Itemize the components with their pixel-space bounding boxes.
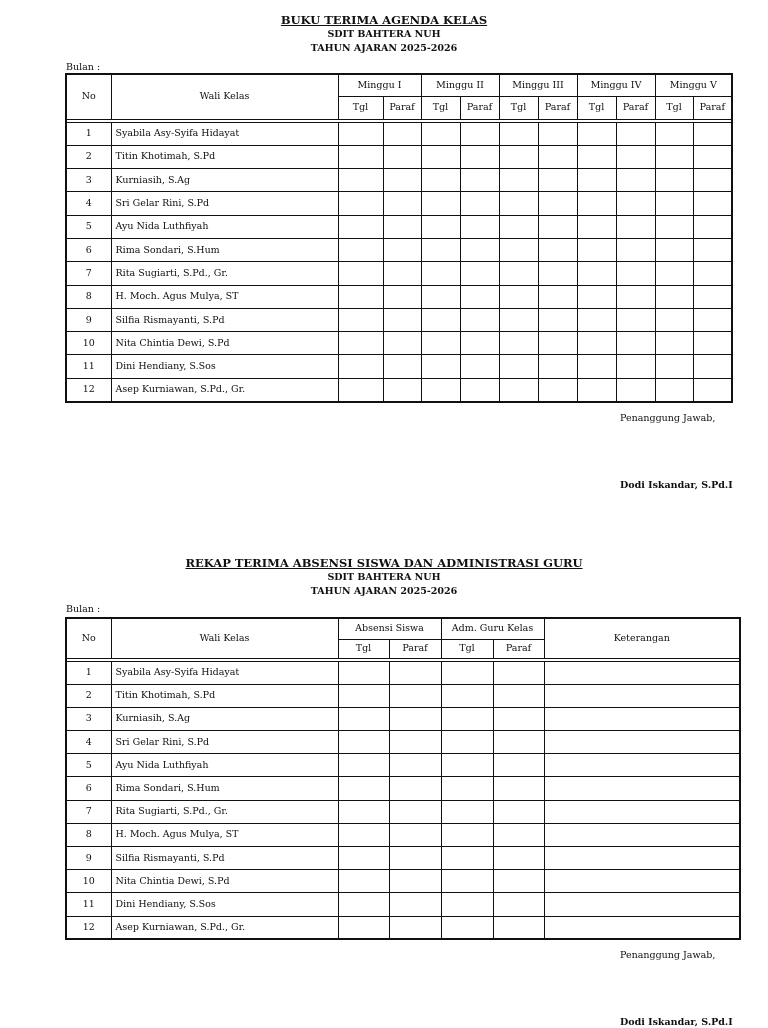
- empty-fill-cell[interactable]: [383, 308, 421, 331]
- empty-fill-cell[interactable]: [421, 215, 460, 238]
- table-row: [66, 308, 732, 331]
- table-row: [66, 332, 732, 355]
- wali-kelas-name: H. Moch. Agus Mulya, ST: [111, 285, 338, 308]
- wali-kelas-name: Kurniasih, S.Ag: [111, 707, 338, 730]
- empty-fill-cell[interactable]: [655, 332, 693, 355]
- empty-fill-cell[interactable]: [693, 332, 732, 355]
- empty-fill-cell[interactable]: [338, 215, 383, 238]
- wali-kelas-name: Syabila Asy-Syifa Hidayat: [111, 661, 338, 684]
- empty-fill-cell[interactable]: [499, 378, 538, 401]
- empty-fill-cell[interactable]: [421, 192, 460, 215]
- empty-fill-cell[interactable]: [577, 308, 616, 331]
- empty-fill-cell[interactable]: [655, 169, 693, 192]
- empty-fill-cell[interactable]: [493, 684, 544, 707]
- agenda-responsible-label: Penanggung Jawab,: [620, 413, 716, 424]
- empty-fill-cell[interactable]: [441, 870, 493, 893]
- empty-fill-cell[interactable]: [383, 355, 421, 378]
- empty-fill-cell[interactable]: [460, 332, 499, 355]
- table-row: [66, 684, 740, 707]
- agenda-bulan-label: Bulan :: [66, 62, 101, 73]
- empty-fill-cell[interactable]: [421, 355, 460, 378]
- empty-fill-cell[interactable]: [544, 731, 740, 754]
- empty-fill-cell[interactable]: [499, 169, 538, 192]
- empty-fill-cell[interactable]: [421, 145, 460, 168]
- header-paraf: Paraf: [693, 96, 732, 119]
- empty-fill-cell[interactable]: [538, 145, 577, 168]
- header-week-4: Minggu IV: [577, 74, 655, 96]
- empty-fill-cell[interactable]: [499, 215, 538, 238]
- empty-fill-cell[interactable]: [693, 238, 732, 261]
- row-number: 5: [66, 215, 111, 238]
- empty-fill-cell[interactable]: [338, 731, 389, 754]
- empty-fill-cell[interactable]: [693, 285, 732, 308]
- empty-fill-cell[interactable]: [544, 754, 740, 777]
- agenda-signer-name: Dodi Iskandar, S.Pd.I: [620, 480, 733, 491]
- empty-fill-cell[interactable]: [544, 800, 740, 823]
- empty-fill-cell[interactable]: [499, 308, 538, 331]
- table-row: [66, 215, 732, 238]
- table-row: [66, 870, 740, 893]
- wali-kelas-name: Titin Khotimah, S.Pd: [111, 145, 338, 168]
- empty-fill-cell[interactable]: [544, 847, 740, 870]
- empty-fill-cell[interactable]: [389, 754, 441, 777]
- row-number: 7: [66, 262, 111, 285]
- rekap-title: REKAP TERIMA ABSENSI SISWA DAN ADMINISTRASI GURU: [185, 556, 583, 570]
- empty-fill-cell[interactable]: [383, 145, 421, 168]
- empty-fill-cell[interactable]: [499, 262, 538, 285]
- table-row: [66, 355, 732, 378]
- empty-fill-cell[interactable]: [338, 684, 389, 707]
- empty-fill-cell[interactable]: [544, 893, 740, 916]
- empty-fill-cell[interactable]: [616, 285, 655, 308]
- rekap-signer-name: Dodi Iskandar, S.Pd.I: [620, 1017, 733, 1028]
- row-number: 1: [66, 122, 111, 145]
- empty-fill-cell[interactable]: [493, 847, 544, 870]
- empty-fill-cell[interactable]: [538, 122, 577, 145]
- header-paraf: Paraf: [383, 96, 421, 119]
- empty-fill-cell[interactable]: [577, 378, 616, 401]
- table-row: [66, 823, 740, 846]
- empty-fill-cell[interactable]: [655, 262, 693, 285]
- empty-fill-cell[interactable]: [616, 355, 655, 378]
- row-number: 4: [66, 731, 111, 754]
- header-tgl: Tgl: [338, 96, 383, 119]
- empty-fill-cell[interactable]: [460, 238, 499, 261]
- empty-fill-cell[interactable]: [538, 215, 577, 238]
- empty-fill-cell[interactable]: [421, 378, 460, 401]
- empty-fill-cell[interactable]: [389, 684, 441, 707]
- empty-fill-cell[interactable]: [544, 684, 740, 707]
- header-week-1: Minggu I: [338, 74, 421, 96]
- empty-fill-cell[interactable]: [338, 262, 383, 285]
- header-no: No: [66, 74, 111, 119]
- wali-kelas-name: Titin Khotimah, S.Pd: [111, 684, 338, 707]
- header-paraf: Paraf: [493, 639, 544, 658]
- empty-fill-cell[interactable]: [389, 916, 441, 939]
- wali-kelas-name: Rima Sondari, S.Hum: [111, 777, 338, 800]
- empty-fill-cell[interactable]: [383, 169, 421, 192]
- table-row: [66, 707, 740, 730]
- header-paraf: Paraf: [616, 96, 655, 119]
- empty-fill-cell[interactable]: [499, 145, 538, 168]
- empty-fill-cell[interactable]: [338, 285, 383, 308]
- wali-kelas-name: Sri Gelar Rini, S.Pd: [111, 192, 338, 215]
- rekap-bulan-label: Bulan :: [66, 604, 101, 615]
- agenda-table-body: [66, 119, 732, 402]
- empty-fill-cell[interactable]: [383, 215, 421, 238]
- row-number: 5: [66, 754, 111, 777]
- empty-fill-cell[interactable]: [538, 169, 577, 192]
- empty-fill-cell[interactable]: [421, 285, 460, 308]
- wali-kelas-name: Silfia Rismayanti, S.Pd: [111, 847, 338, 870]
- row-number: 6: [66, 238, 111, 261]
- row-number: 12: [66, 916, 111, 939]
- empty-fill-cell[interactable]: [441, 823, 493, 846]
- empty-fill-cell[interactable]: [338, 308, 383, 331]
- empty-fill-cell[interactable]: [538, 332, 577, 355]
- empty-fill-cell[interactable]: [655, 145, 693, 168]
- row-number: 12: [66, 378, 111, 401]
- empty-fill-cell[interactable]: [693, 145, 732, 168]
- row-number: 2: [66, 684, 111, 707]
- wali-kelas-name: Rima Sondari, S.Hum: [111, 238, 338, 261]
- empty-fill-cell[interactable]: [338, 145, 383, 168]
- empty-fill-cell[interactable]: [338, 169, 383, 192]
- wali-kelas-name: Ayu Nida Luthfiyah: [111, 215, 338, 238]
- empty-fill-cell[interactable]: [441, 800, 493, 823]
- empty-fill-cell[interactable]: [460, 308, 499, 331]
- wali-kelas-name: Rita Sugiarti, S.Pd., Gr.: [111, 262, 338, 285]
- table-row: [66, 777, 740, 800]
- empty-fill-cell[interactable]: [460, 122, 499, 145]
- empty-fill-cell[interactable]: [338, 847, 389, 870]
- header-paraf: Paraf: [460, 96, 499, 119]
- empty-fill-cell[interactable]: [538, 285, 577, 308]
- empty-fill-cell[interactable]: [544, 661, 740, 684]
- empty-fill-cell[interactable]: [421, 308, 460, 331]
- empty-fill-cell[interactable]: [338, 122, 383, 145]
- empty-fill-cell[interactable]: [389, 731, 441, 754]
- header-no: No: [66, 618, 111, 658]
- empty-fill-cell[interactable]: [389, 707, 441, 730]
- empty-fill-cell[interactable]: [693, 215, 732, 238]
- row-number: 11: [66, 355, 111, 378]
- empty-fill-cell[interactable]: [655, 215, 693, 238]
- empty-fill-cell[interactable]: [499, 238, 538, 261]
- empty-fill-cell[interactable]: [389, 777, 441, 800]
- empty-fill-cell[interactable]: [693, 122, 732, 145]
- empty-fill-cell[interactable]: [493, 661, 544, 684]
- empty-fill-cell[interactable]: [338, 707, 389, 730]
- empty-fill-cell[interactable]: [383, 378, 421, 401]
- empty-fill-cell[interactable]: [338, 800, 389, 823]
- header-tgl: Tgl: [441, 639, 493, 658]
- empty-fill-cell[interactable]: [460, 378, 499, 401]
- table-row: [66, 661, 740, 684]
- empty-fill-cell[interactable]: [460, 145, 499, 168]
- empty-fill-cell[interactable]: [383, 262, 421, 285]
- empty-fill-cell[interactable]: [577, 332, 616, 355]
- empty-fill-cell[interactable]: [616, 145, 655, 168]
- empty-fill-cell[interactable]: [389, 893, 441, 916]
- empty-fill-cell[interactable]: [616, 332, 655, 355]
- header-wali-kelas: Wali Kelas: [111, 74, 338, 119]
- wali-kelas-name: Sri Gelar Rini, S.Pd: [111, 731, 338, 754]
- empty-fill-cell[interactable]: [421, 262, 460, 285]
- header-tgl: Tgl: [421, 96, 460, 119]
- header-week-2: Minggu II: [421, 74, 499, 96]
- row-number: 1: [66, 661, 111, 684]
- empty-fill-cell[interactable]: [693, 169, 732, 192]
- empty-fill-cell[interactable]: [338, 661, 389, 684]
- empty-fill-cell[interactable]: [338, 777, 389, 800]
- empty-fill-cell[interactable]: [338, 893, 389, 916]
- empty-fill-cell[interactable]: [655, 285, 693, 308]
- empty-fill-cell[interactable]: [538, 355, 577, 378]
- empty-fill-cell[interactable]: [441, 731, 493, 754]
- empty-fill-cell[interactable]: [616, 122, 655, 145]
- empty-fill-cell[interactable]: [441, 777, 493, 800]
- empty-fill-cell[interactable]: [493, 754, 544, 777]
- row-number: 3: [66, 707, 111, 730]
- empty-fill-cell[interactable]: [577, 285, 616, 308]
- row-number: 8: [66, 823, 111, 846]
- header-week-3: Minggu III: [499, 74, 577, 96]
- header-paraf: Paraf: [538, 96, 577, 119]
- rekap-table: [65, 617, 741, 940]
- row-number: 4: [66, 192, 111, 215]
- table-row: [66, 800, 740, 823]
- wali-kelas-name: Asep Kurniawan, S.Pd., Gr.: [111, 916, 338, 939]
- empty-fill-cell[interactable]: [616, 378, 655, 401]
- rekap-responsible-label: Penanggung Jawab,: [620, 950, 716, 961]
- row-number: 3: [66, 169, 111, 192]
- empty-fill-cell[interactable]: [493, 800, 544, 823]
- empty-fill-cell[interactable]: [493, 707, 544, 730]
- empty-fill-cell[interactable]: [338, 916, 389, 939]
- table-row: [66, 285, 732, 308]
- empty-fill-cell[interactable]: [441, 661, 493, 684]
- empty-fill-cell[interactable]: [616, 215, 655, 238]
- wali-kelas-name: H. Moch. Agus Mulya, ST: [111, 823, 338, 846]
- table-row: [66, 893, 740, 916]
- wali-kelas-name: Silfia Rismayanti, S.Pd: [111, 308, 338, 331]
- empty-fill-cell[interactable]: [338, 355, 383, 378]
- empty-fill-cell[interactable]: [383, 122, 421, 145]
- header-tgl: Tgl: [338, 639, 389, 658]
- empty-fill-cell[interactable]: [338, 870, 389, 893]
- row-number: 8: [66, 285, 111, 308]
- empty-fill-cell[interactable]: [577, 122, 616, 145]
- empty-fill-cell[interactable]: [460, 169, 499, 192]
- empty-fill-cell[interactable]: [544, 777, 740, 800]
- empty-fill-cell[interactable]: [493, 870, 544, 893]
- empty-fill-cell[interactable]: [383, 285, 421, 308]
- empty-fill-cell[interactable]: [544, 823, 740, 846]
- empty-fill-cell[interactable]: [493, 893, 544, 916]
- row-number: 7: [66, 800, 111, 823]
- empty-fill-cell[interactable]: [389, 847, 441, 870]
- empty-fill-cell[interactable]: [577, 215, 616, 238]
- empty-fill-cell[interactable]: [338, 192, 383, 215]
- empty-fill-cell[interactable]: [655, 238, 693, 261]
- empty-fill-cell[interactable]: [499, 332, 538, 355]
- wali-kelas-name: Dini Hendiany, S.Sos: [111, 893, 338, 916]
- header-tgl: Tgl: [655, 96, 693, 119]
- empty-fill-cell[interactable]: [693, 308, 732, 331]
- empty-fill-cell[interactable]: [389, 661, 441, 684]
- header-adm-guru-kelas: Adm. Guru Kelas: [441, 618, 544, 639]
- empty-fill-cell[interactable]: [577, 169, 616, 192]
- empty-fill-cell[interactable]: [441, 916, 493, 939]
- rekap-table-body: [66, 658, 740, 939]
- table-row: [66, 145, 732, 168]
- empty-fill-cell[interactable]: [441, 707, 493, 730]
- empty-fill-cell[interactable]: [493, 777, 544, 800]
- wali-kelas-name: Nita Chintia Dewi, S.Pd: [111, 332, 338, 355]
- table-row: [66, 169, 732, 192]
- header-keterangan: Keterangan: [544, 618, 740, 658]
- empty-fill-cell[interactable]: [460, 355, 499, 378]
- empty-fill-cell[interactable]: [693, 262, 732, 285]
- empty-fill-cell[interactable]: [338, 378, 383, 401]
- empty-fill-cell[interactable]: [460, 262, 499, 285]
- empty-fill-cell[interactable]: [693, 355, 732, 378]
- wali-kelas-name: Ayu Nida Luthfiyah: [111, 754, 338, 777]
- empty-fill-cell[interactable]: [338, 823, 389, 846]
- row-number: 9: [66, 308, 111, 331]
- empty-fill-cell[interactable]: [655, 355, 693, 378]
- empty-fill-cell[interactable]: [616, 192, 655, 215]
- empty-fill-cell[interactable]: [499, 285, 538, 308]
- empty-fill-cell[interactable]: [693, 378, 732, 401]
- row-number: 9: [66, 847, 111, 870]
- empty-fill-cell[interactable]: [538, 192, 577, 215]
- header-absensi-siswa: Absensi Siswa: [338, 618, 441, 639]
- empty-fill-cell[interactable]: [441, 893, 493, 916]
- empty-fill-cell[interactable]: [577, 192, 616, 215]
- header-tgl: Tgl: [499, 96, 538, 119]
- wali-kelas-name: Rita Sugiarti, S.Pd., Gr.: [111, 800, 338, 823]
- empty-fill-cell[interactable]: [538, 308, 577, 331]
- empty-fill-cell[interactable]: [441, 847, 493, 870]
- empty-fill-cell[interactable]: [616, 238, 655, 261]
- empty-fill-cell[interactable]: [460, 192, 499, 215]
- empty-fill-cell[interactable]: [499, 355, 538, 378]
- empty-fill-cell[interactable]: [577, 262, 616, 285]
- agenda-table: [65, 73, 733, 403]
- wali-kelas-name: Kurniasih, S.Ag: [111, 169, 338, 192]
- table-row: [66, 122, 732, 145]
- wali-kelas-name: Asep Kurniawan, S.Pd., Gr.: [111, 378, 338, 401]
- empty-fill-cell[interactable]: [441, 754, 493, 777]
- table-row: [66, 847, 740, 870]
- empty-fill-cell[interactable]: [655, 308, 693, 331]
- empty-fill-cell[interactable]: [616, 169, 655, 192]
- header-week-5: Minggu V: [655, 74, 732, 96]
- agenda-title: BUKU TERIMA AGENDA KELAS: [280, 13, 488, 27]
- table-row: [66, 238, 732, 261]
- table-row: [66, 262, 732, 285]
- row-number: 11: [66, 893, 111, 916]
- empty-fill-cell[interactable]: [499, 192, 538, 215]
- empty-fill-cell[interactable]: [421, 122, 460, 145]
- agenda-school: SDIT BAHTERA NUH: [327, 29, 441, 40]
- empty-fill-cell[interactable]: [493, 823, 544, 846]
- empty-fill-cell[interactable]: [338, 238, 383, 261]
- empty-fill-cell[interactable]: [338, 332, 383, 355]
- empty-fill-cell[interactable]: [655, 122, 693, 145]
- row-number: 6: [66, 777, 111, 800]
- empty-fill-cell[interactable]: [421, 169, 460, 192]
- empty-fill-cell[interactable]: [616, 308, 655, 331]
- header-paraf: Paraf: [389, 639, 441, 658]
- wali-kelas-name: Nita Chintia Dewi, S.Pd: [111, 870, 338, 893]
- empty-fill-cell[interactable]: [544, 916, 740, 939]
- table-row: [66, 731, 740, 754]
- table-row: [66, 378, 732, 401]
- empty-fill-cell[interactable]: [441, 684, 493, 707]
- empty-fill-cell[interactable]: [383, 238, 421, 261]
- empty-fill-cell[interactable]: [493, 731, 544, 754]
- table-row: [66, 192, 732, 215]
- empty-fill-cell[interactable]: [538, 238, 577, 261]
- empty-fill-cell[interactable]: [538, 378, 577, 401]
- empty-fill-cell[interactable]: [389, 823, 441, 846]
- empty-fill-cell[interactable]: [460, 285, 499, 308]
- empty-fill-cell[interactable]: [338, 754, 389, 777]
- rekap-year: TAHUN AJARAN 2025-2026: [310, 586, 458, 597]
- empty-fill-cell[interactable]: [577, 355, 616, 378]
- agenda-year: TAHUN AJARAN 2025-2026: [310, 43, 458, 54]
- empty-fill-cell[interactable]: [577, 238, 616, 261]
- empty-fill-cell[interactable]: [493, 916, 544, 939]
- empty-fill-cell[interactable]: [544, 707, 740, 730]
- empty-fill-cell[interactable]: [655, 192, 693, 215]
- empty-fill-cell[interactable]: [538, 262, 577, 285]
- empty-fill-cell[interactable]: [389, 870, 441, 893]
- row-number: 10: [66, 332, 111, 355]
- empty-fill-cell[interactable]: [616, 262, 655, 285]
- wali-kelas-name: Dini Hendiany, S.Sos: [111, 355, 338, 378]
- row-number: 10: [66, 870, 111, 893]
- empty-fill-cell[interactable]: [577, 145, 616, 168]
- empty-fill-cell[interactable]: [655, 378, 693, 401]
- table-row: [66, 754, 740, 777]
- empty-fill-cell[interactable]: [460, 215, 499, 238]
- rekap-school: SDIT BAHTERA NUH: [327, 572, 441, 583]
- empty-fill-cell[interactable]: [693, 192, 732, 215]
- wali-kelas-name: Syabila Asy-Syifa Hidayat: [111, 122, 338, 145]
- empty-fill-cell[interactable]: [544, 870, 740, 893]
- empty-fill-cell[interactable]: [383, 192, 421, 215]
- empty-fill-cell[interactable]: [499, 122, 538, 145]
- empty-fill-cell[interactable]: [421, 238, 460, 261]
- header-wali-kelas: Wali Kelas: [111, 618, 338, 658]
- row-number: 2: [66, 145, 111, 168]
- table-row: [66, 916, 740, 939]
- header-tgl: Tgl: [577, 96, 616, 119]
- empty-fill-cell[interactable]: [389, 800, 441, 823]
- empty-fill-cell[interactable]: [421, 332, 460, 355]
- empty-fill-cell[interactable]: [383, 332, 421, 355]
